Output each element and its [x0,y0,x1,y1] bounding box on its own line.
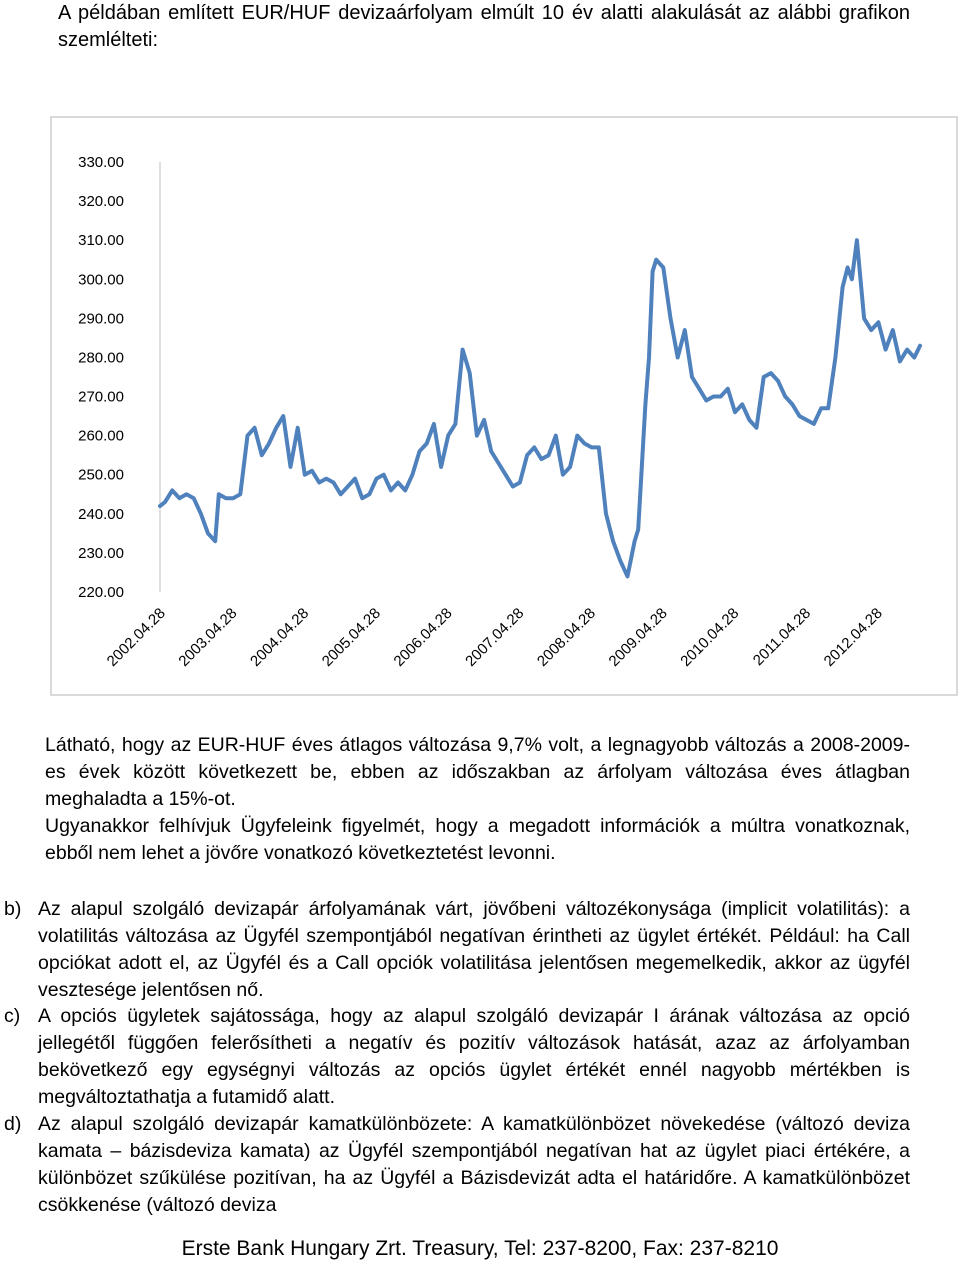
analysis-text [45,732,910,867]
x-tick-label: 2004.04.28 [247,604,313,670]
list-marker-b: b) [4,898,22,920]
x-tick-label: 2006.04.28 [390,604,456,670]
y-tick-label: 230.00 [78,544,124,562]
chart-canvas [52,118,956,694]
y-tick-label: 320.00 [78,193,124,211]
list-marker-d: d) [4,1113,22,1135]
x-tick-label: 2011.04.28 [749,604,815,670]
intro-paragraph: A példában említett EUR/HUF devizaárfolyam elmúlt 10 év alatti alakulását az alábbi grafikon szemlélteti: [58,2,910,51]
eur-huf-series-line [160,240,920,576]
x-tick-label: 2009.04.28 [605,604,671,670]
list-text-d: Az alapul szolgáló devizapár kamatkülönbözete: A kamatkülönbözet növekedése (változó deviza kamata – bázisdeviza kamata) az Ügyfél szempontjából negatívan hat az ügylet piaci értékére, a különbözet szűkülése pozitívan, ha az Ügyfél a Bázisdevizát adta el határidőre. A kamatkülönbözet csökkenése (változó deviza [38,1113,910,1216]
y-tick-label: 280.00 [78,349,124,367]
x-tick-label: 2007.04.28 [462,604,528,670]
list-text-c: A opciós ügyletek sajátossága, hogy az alapul szolgáló devizapár I árának változása az opció jellegétől függően felerősítheti a negatív és pozitív változások hatását, azaz az árfolyamban bekövetkező egy egységnyi változás az opciós ügylet értékét ennél nagyobb mértékben is megváltoztathatja a futamidő alatt. [38,1005,910,1108]
y-tick-label: 220.00 [78,584,124,601]
y-tick-label: 270.00 [78,388,124,406]
y-tick-label: 310.00 [78,232,124,250]
page-footer: Erste Bank Hungary Zrt. Treasury, Tel: 237-8200, Fax: 237-8210 [181,1237,779,1260]
analysis-paragraph-1: Látható, hogy az EUR-HUF éves átlagos változása 9,7% volt, a legnagyobb változás a 2008-2009-es évek között következett be, ebben az időszakban az árfolyam változása éves átlagban meghaladta a 15%-ot. [45,734,910,810]
y-tick-label: 330.00 [78,154,124,171]
analysis-paragraph-2: Ugyanakkor felhívjuk Ügyfeleink figyelmét, hogy a megadott információk a múltra vonatkoznak, ebből nem lehet a jövőre vonatkozó következtetést levonni. [45,815,910,864]
y-tick-label: 300.00 [78,271,124,289]
exchange-rate-chart [50,116,958,696]
x-tick-label: 2012.04.28 [820,604,886,670]
y-tick-label: 250.00 [78,466,124,484]
y-tick-label: 290.00 [78,310,124,328]
x-tick-label: 2003.04.28 [175,604,241,670]
x-tick-label: 2002.04.28 [103,604,169,670]
y-tick-label: 240.00 [78,505,124,523]
x-tick-label: 2005.04.28 [318,604,384,670]
list-marker-c: c) [4,1005,21,1027]
x-tick-label: 2010.04.28 [677,604,743,670]
x-tick-label: 2008.04.28 [533,604,600,670]
list-text-b: Az alapul szolgáló devizapár árfolyamának várt, jövőbeni változékonysága (implicit volatilitás): a volatilitás változása az Ügyfél szempontjából negatívan érintheti az ügylet értékét. Például: ha Call opciókat adott el, az Ügyfél és a Call opciók volatilitása jelentősen megemelkedik, akkor az ügyfél vesztesége jelentősen nő. [38,898,910,1001]
y-tick-label: 260.00 [78,427,124,445]
